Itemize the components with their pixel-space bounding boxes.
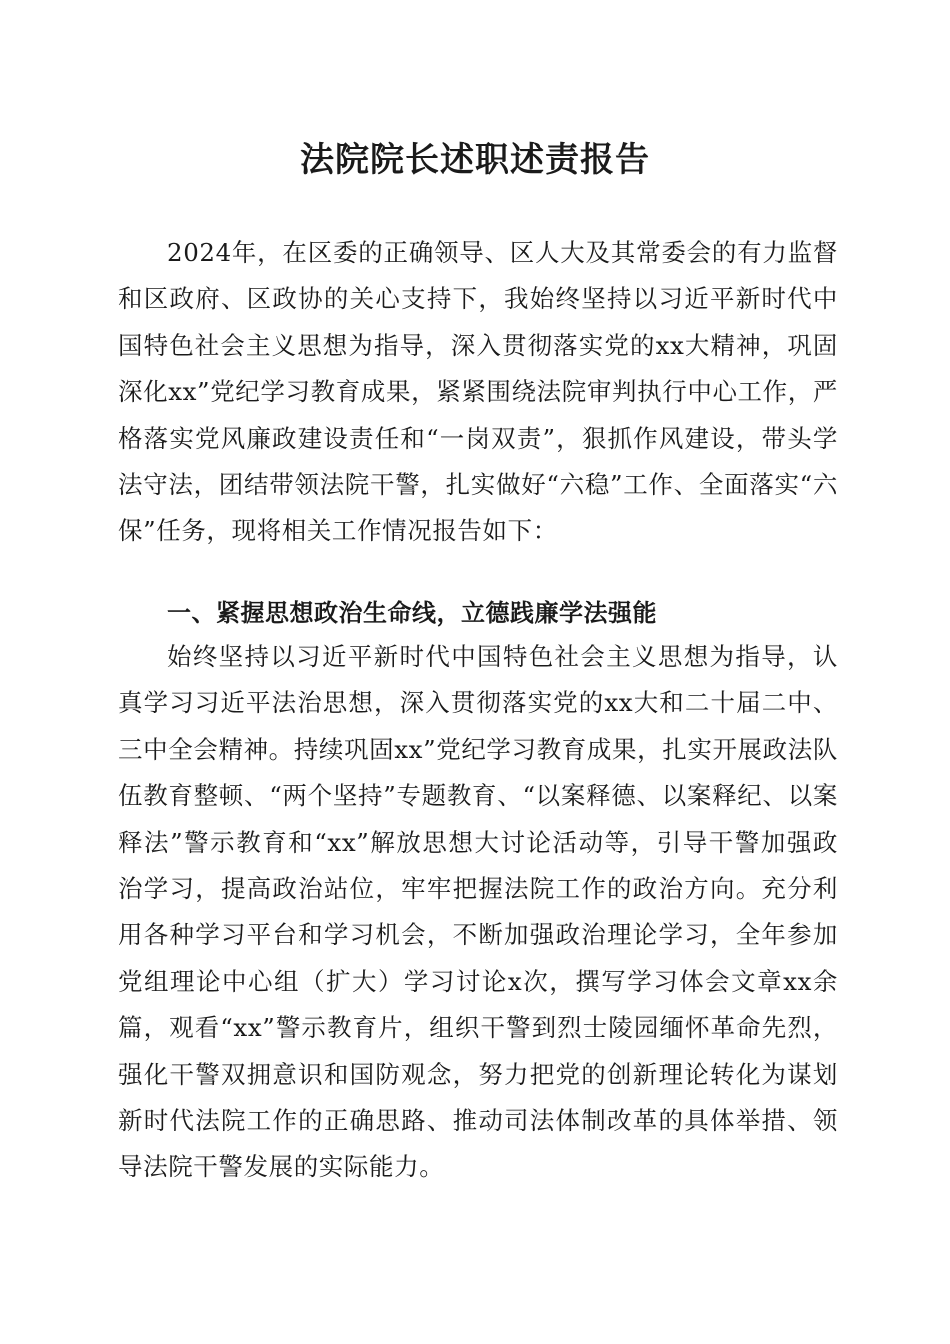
intro-paragraph: 2024年，在区委的正确领导、区人大及其常委会的有力监督和区政府、区政协的关心支持下，我始终坚持以习近平新时代中国特色社会主义思想为指导，深入贯彻落实党的xx大精神，巩固深化xx”党纪学习教育成果，紧紧围绕法院审判执行中心工作，严格落实党风廉政建设责任和“一岗双责”，狠抓作风建设，带头学法守法，团结带领法院干警，扎实做好“六稳”工作、全面落实“六保”任务，现将相关工作情况报告如下：	[118, 238, 839, 546]
section-1-paragraph: 始终坚持以习近平新时代中国特色社会主义思想为指导，认真学习习近平法治思想，深入贯彻落实党的xx大和二十届二中、三中全会精神。持续巩固xx”党纪学习教育成果，扎实开展政法队伍教育整顿、“两个坚持”专题教育、“以案释德、以案释纪、以案释法”警示教育和“xx”解放思想大讨论活动等，引导干警加强政治学习，提高政治站位，牢牢把握法院工作的政治方向。充分利用各种学习平台和学习机会，不断加强政治理论学习，全年参加党组理论中心组（扩大）学习讨论x次，撰写学习体会文章xx余篇，观看“xx”警示教育片，组织干警到烈士陵园缅怀革命先烈，强化干警双拥意识和国防观念，努力把党的创新理论转化为谋划新时代法院工作的正确思路、推动司法体制改革的具体举措、领导法院干警发展的实际能力。	[118, 642, 838, 1182]
section-heading-1: 一、紧握思想政治生命线，立德践廉学法强能	[167, 599, 657, 627]
document-title: 法院院长述职述责报告	[300, 140, 650, 180]
